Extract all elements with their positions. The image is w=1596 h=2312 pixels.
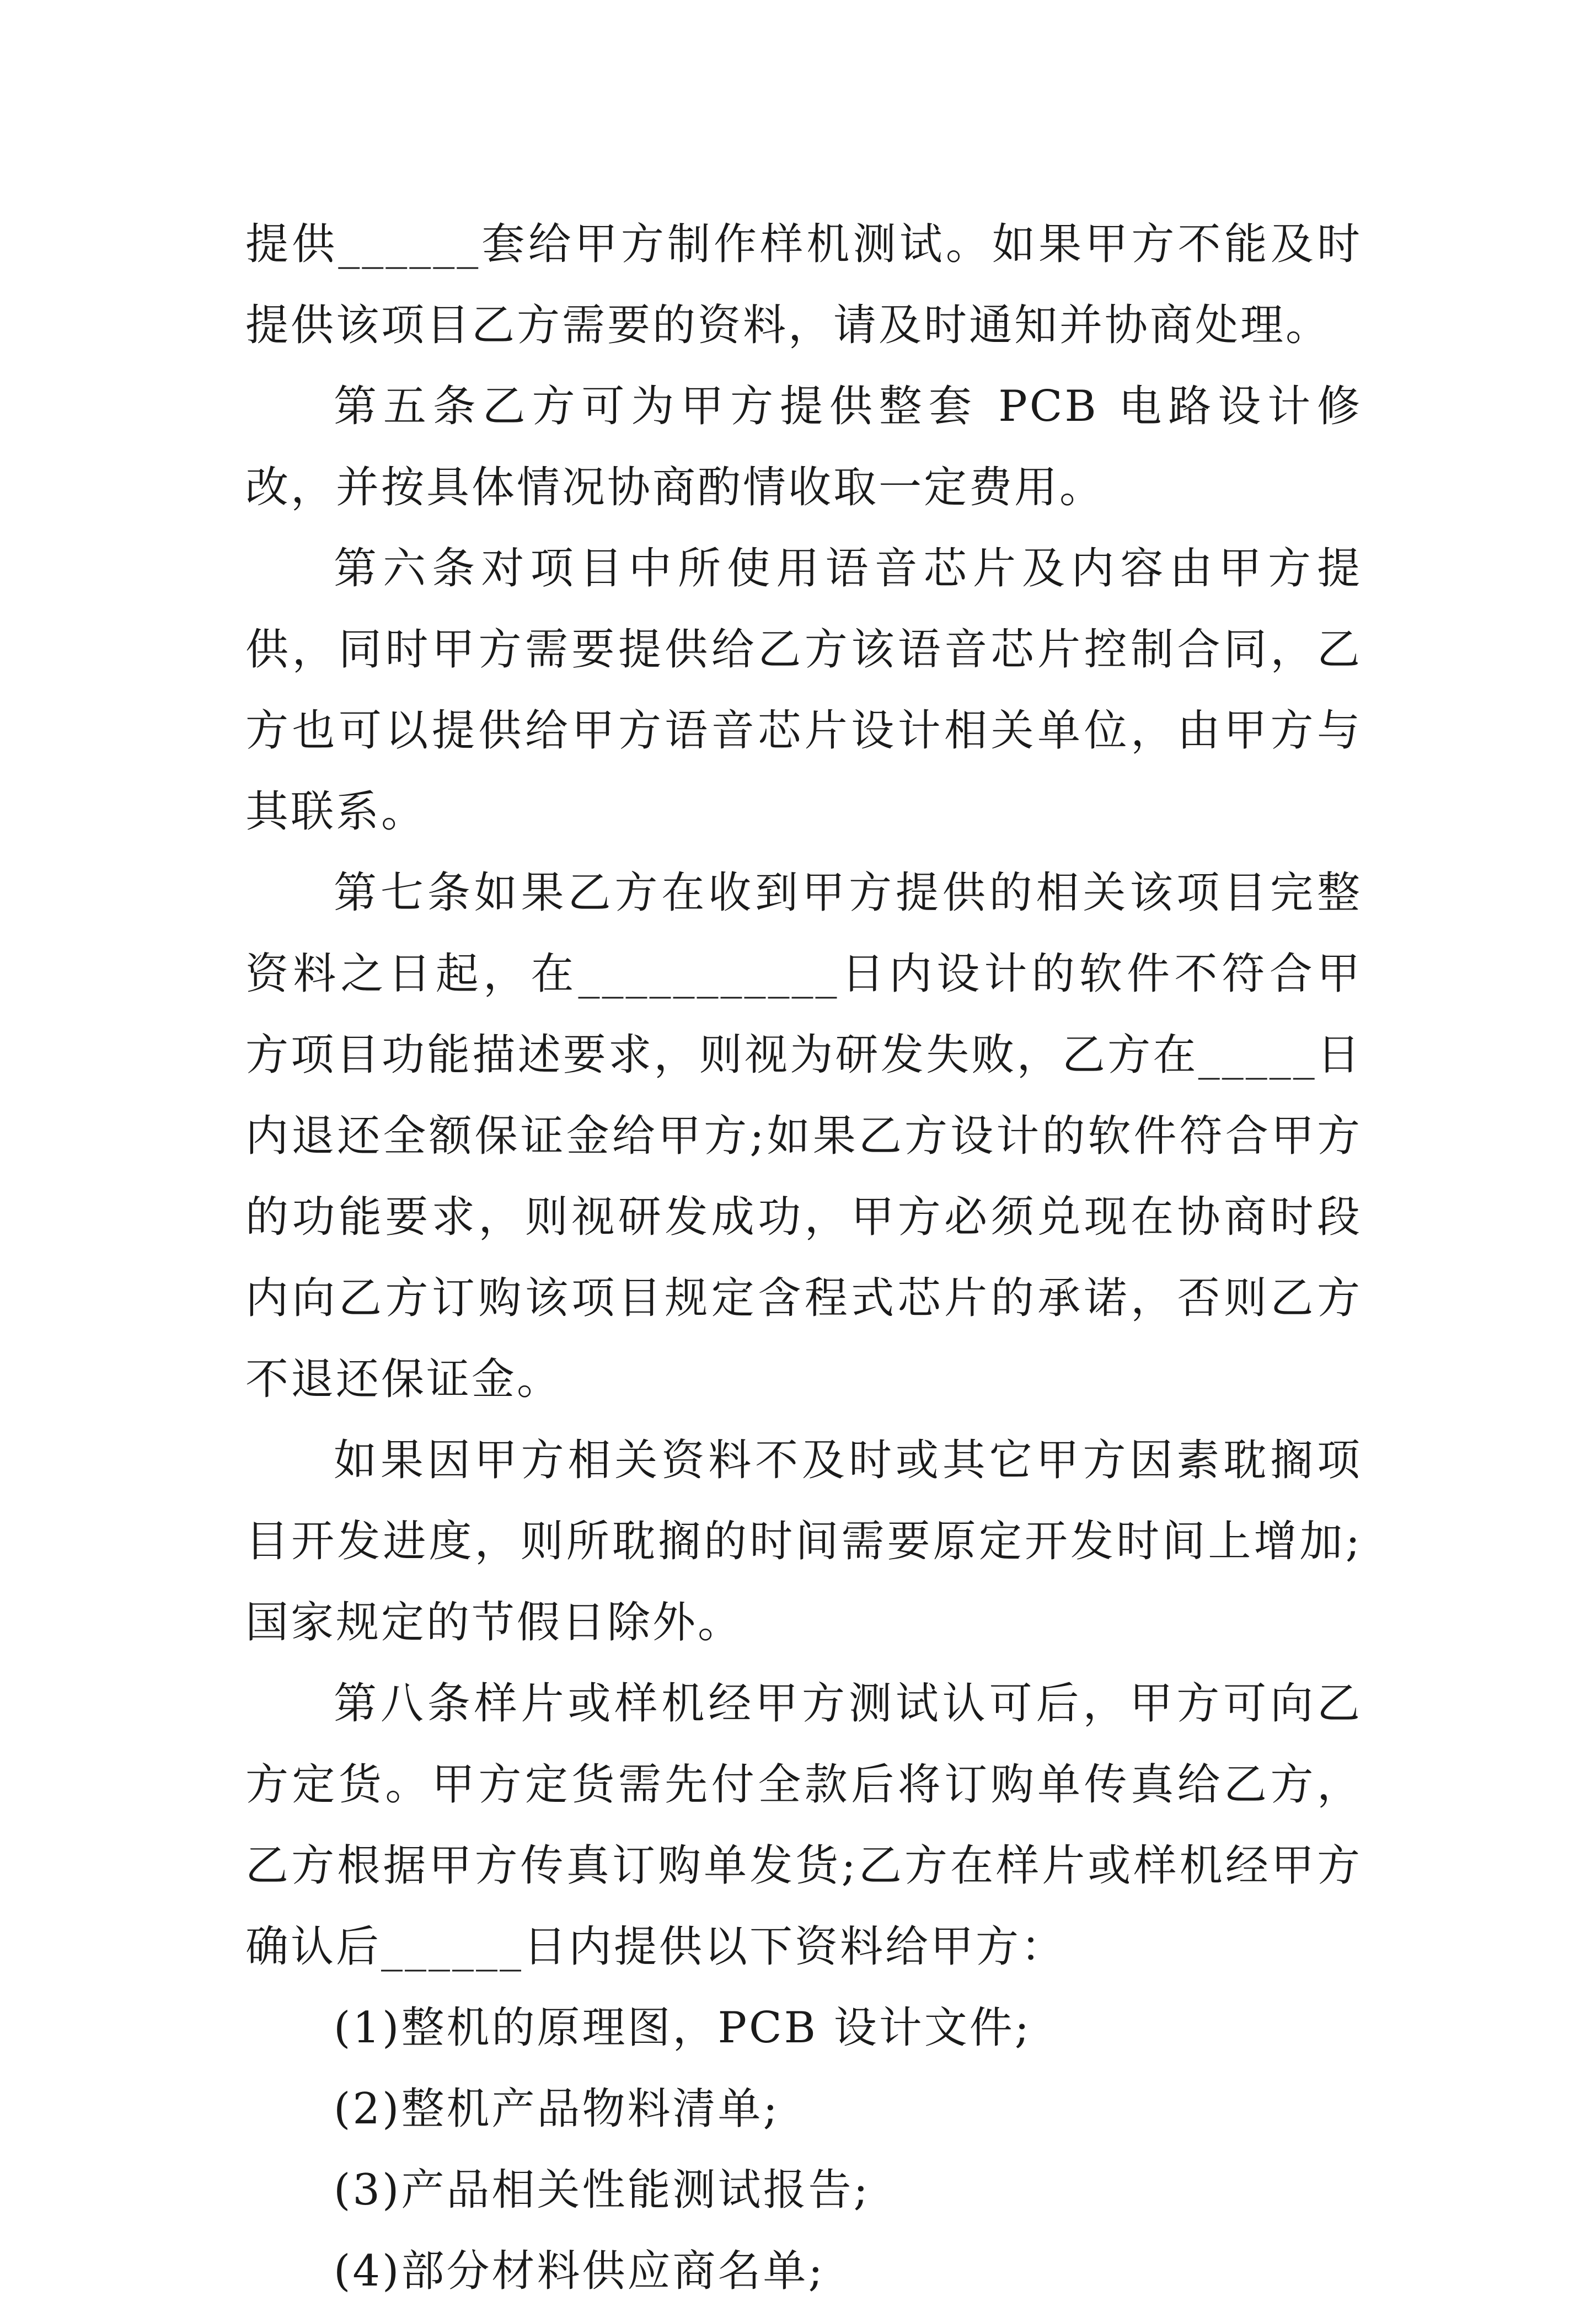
list-item-2: (2)整机产品物料清单; xyxy=(334,2084,780,2134)
paragraph-1: 提供______套给甲方制作样机测试。如果甲方不能及时提供该项目乙方需要的资料，请及时通知并协商处理。 xyxy=(245,220,1362,350)
paragraph-delay-clause: 如果因甲方相关资料不及时或其它甲方因素耽搁项目开发进度，则所耽搁的时间需要原定开发时间上增加;国家规定的节假日除外。 xyxy=(245,1436,1362,1647)
paragraph-article-5: 第五条乙方可为甲方提供整套 PCB 电路设计修改，并按具体情况协商酌情收取一定费用。 xyxy=(245,382,1362,512)
paragraph-article-8: 第八条样片或样机经甲方测试认可后，甲方可向乙方定货。甲方定货需先付全款后将订购单传真给乙方，乙方根据甲方传真订购单发货;乙方在样片或样机经甲方确认后______日内提供以下资料给甲方： xyxy=(245,1679,1362,1972)
document-body xyxy=(245,204,1362,2312)
list-item-4: (4)部分材料供应商名单; xyxy=(334,2246,825,2296)
list-item-3: (3)产品相关性能测试报告; xyxy=(334,2165,870,2215)
paragraph-article-6: 第六条对项目中所使用语音芯片及内容由甲方提供，同时甲方需要提供给乙方该语音芯片控制合同，乙方也可以提供给甲方语音芯片设计相关单位，由甲方与其联系。 xyxy=(245,544,1362,837)
paragraph-article-7: 第七条如果乙方在收到甲方提供的相关该项目完整资料之日起，在___________日内设计的软件不符合甲方项目功能描述要求，则视为研发失败，乙方在_____日内退还全额保证金给甲方;如果乙方设计的软件符合甲方的功能要求，则视研发成功，甲方必须兑现在协商时段内向乙方订购该项目规定含程式芯片的承诺，否则乙方不退还保证金。 xyxy=(245,868,1362,1404)
list-item-1: (1)整机的原理图，PCB 设计文件; xyxy=(334,2003,1032,2053)
